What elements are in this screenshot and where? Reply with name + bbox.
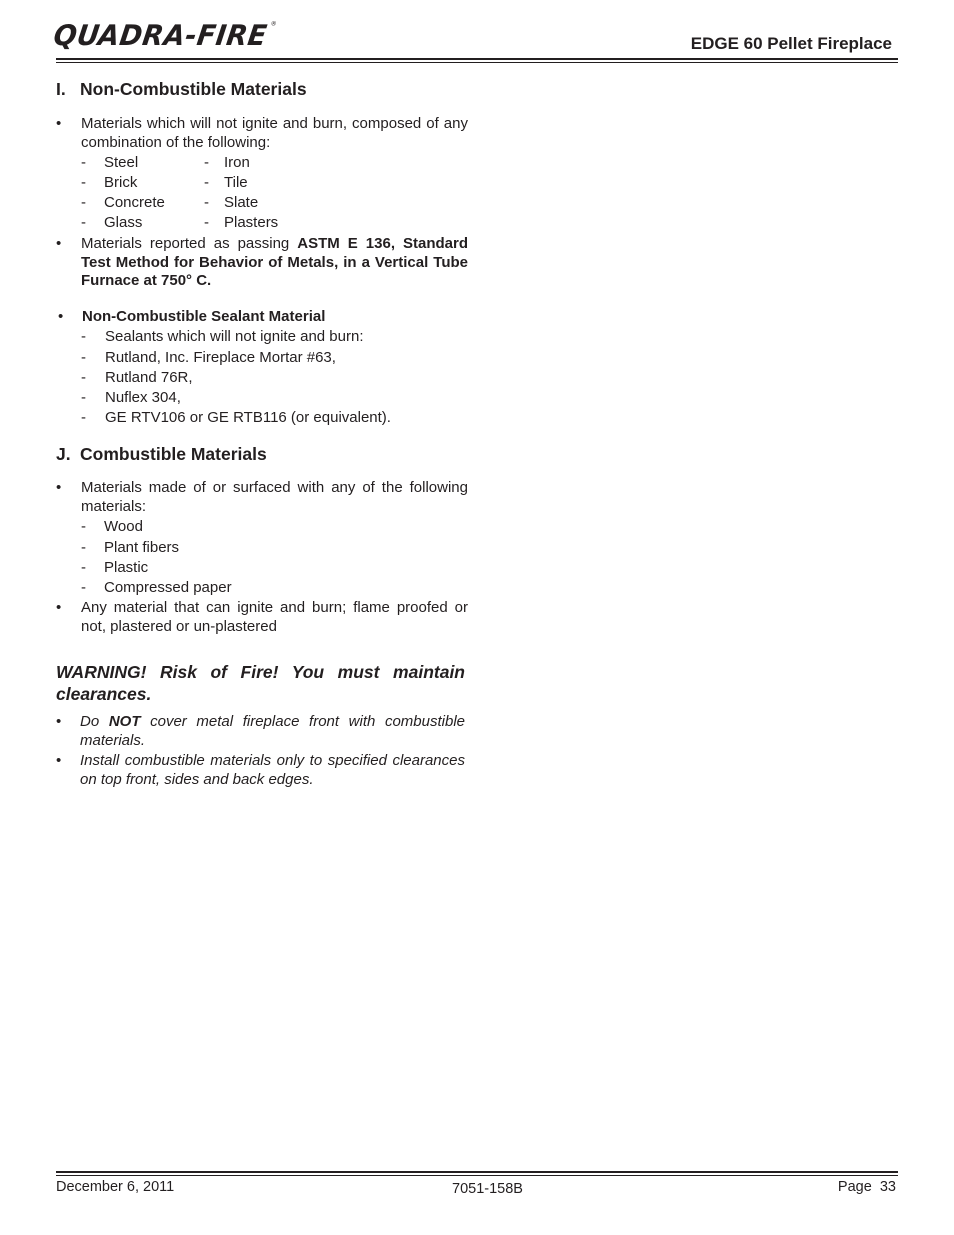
section-i-bullet-2-text: Materials reported as passing ASTM E 136, Standard Test Method for Behavior of Metals, in a Vertical Tube Furnace at 750° C. xyxy=(81,235,468,289)
section-j-heading xyxy=(56,444,267,465)
logo-text: QUADRA-FIRE xyxy=(51,20,270,53)
header-rule-thin xyxy=(56,62,898,63)
page-label: Page xyxy=(837,1179,872,1195)
section-j-bullet-1 xyxy=(56,479,468,516)
footer-rule-thin xyxy=(56,1175,898,1176)
section-i-bullet-2 xyxy=(56,235,468,291)
bullet-glyph: • xyxy=(56,115,62,132)
section-i-bullet-3 xyxy=(58,308,470,327)
section-j-number: J. xyxy=(56,444,71,464)
footer-doc-number: 7051-158B xyxy=(452,1181,523,1197)
bullet-glyph: • xyxy=(56,752,62,769)
section-i-number: I. xyxy=(56,79,66,99)
section-i-heading xyxy=(56,79,307,100)
astm-standard-reference: ASTM E 136, Standard Test Method for Behavior of Metals, in a Vertical Tube Furnace at 750° C. xyxy=(81,235,468,289)
warning-emphasis: NOT xyxy=(108,713,141,730)
section-j-bullet-1-text: Materials made of or surfaced with any of the following materials: xyxy=(81,479,468,515)
warning-item-2-text: Install combustible materials only to specified clearances on top front, sides and back edges. xyxy=(80,752,465,788)
logo-trademark: ® xyxy=(270,20,278,28)
bullet-glyph: • xyxy=(56,599,62,616)
document-title: EDGE 60 Pellet Fireplace xyxy=(690,34,892,53)
warning-item-1: • Do NOT cover metal fireplace front with combustible materials. xyxy=(56,713,466,749)
fire-warning-title: WARNING! Risk of Fire! You must maintain clearances. xyxy=(56,662,465,704)
sealant-heading: Non-Combustible Sealant Material xyxy=(82,308,326,325)
quadra-fire-logo xyxy=(51,20,277,53)
section-i-bullet-1 xyxy=(56,115,468,152)
footer-page xyxy=(838,1179,896,1195)
bullet-glyph: • xyxy=(56,235,62,252)
section-i-bullet-1-text: Materials which will not ignite and burn, composed of any combination of the following: xyxy=(81,115,468,151)
section-j-title: Combustible Materials xyxy=(80,444,267,464)
footer-date: December 6, 2011 xyxy=(56,1179,175,1195)
footer-rule-thick xyxy=(56,1171,898,1173)
page-number: 33 xyxy=(879,1179,896,1195)
bullet-glyph: • xyxy=(58,308,64,325)
section-j-bullet-2 xyxy=(56,599,468,636)
section-j-bullet-2-text: Any material that can ignite and burn; flame proofed or not, plastered or un-plastered xyxy=(81,599,468,635)
bullet-glyph: • xyxy=(56,479,62,496)
section-i-title: Non-Combustible Materials xyxy=(80,79,307,99)
warning-item-2 xyxy=(56,752,465,789)
header-rule-thick xyxy=(56,58,898,60)
bullet-glyph: • xyxy=(56,713,62,730)
